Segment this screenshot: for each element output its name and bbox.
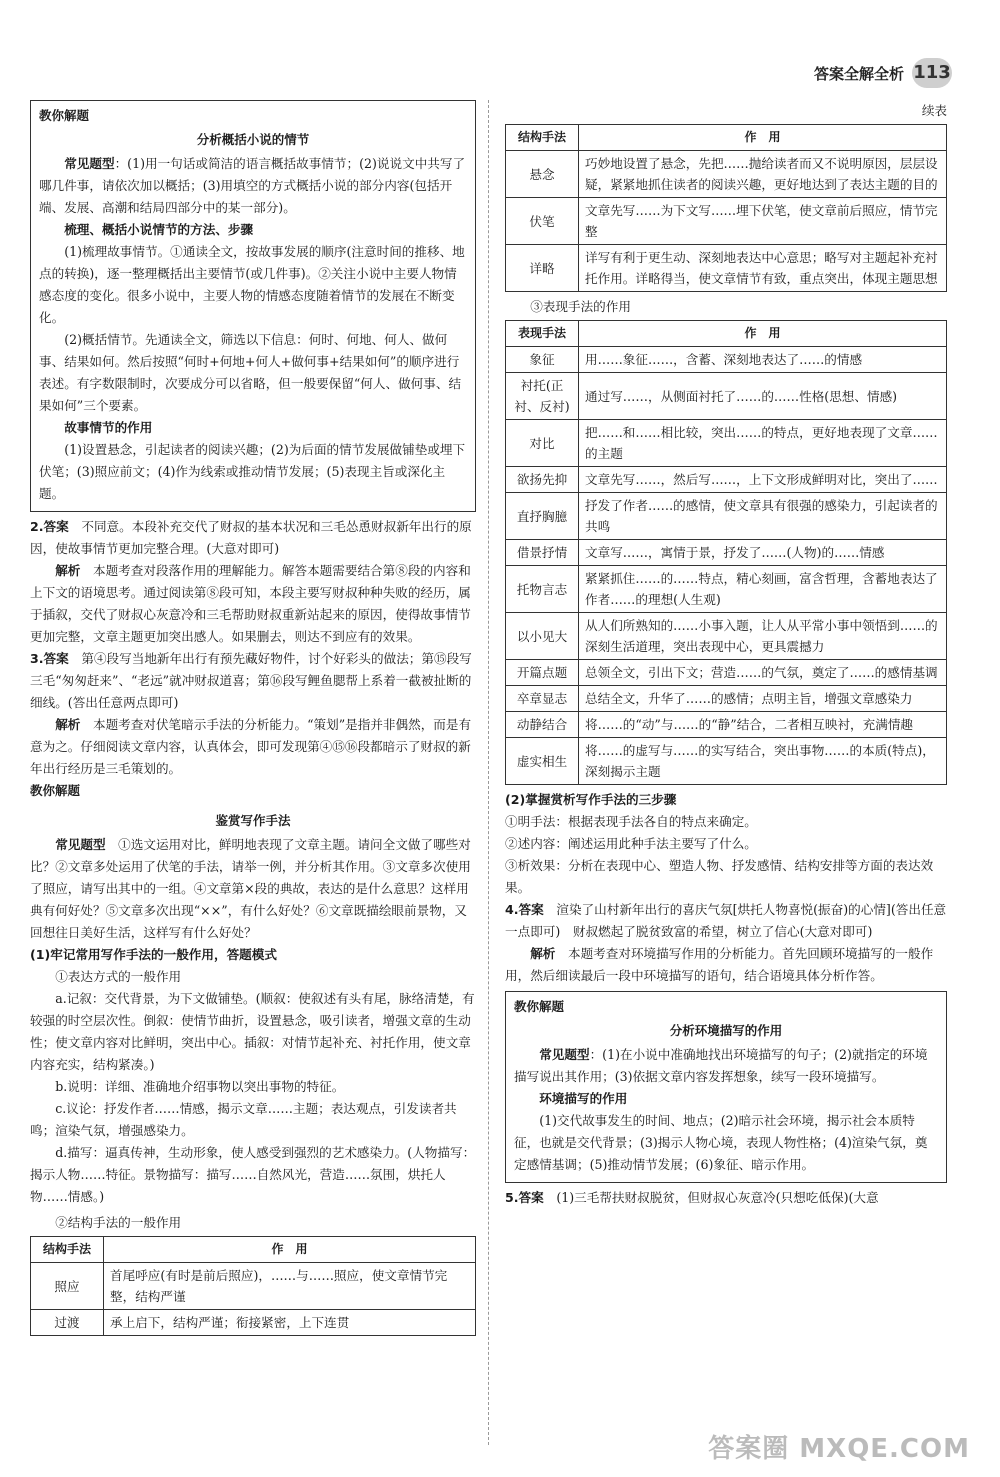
table-cell-key: 直抒胸臆 [506, 493, 579, 540]
column-divider [488, 100, 489, 1445]
table-header: 结构手法 [506, 125, 579, 151]
answer-3: 3.答案 第④段写当地新年出行有预先藏好物件，讨个好彩头的做法；第⑮段写三毛“匆匆赶来”、“老远”就冲财叔道喜；第⑯段写鲤鱼腮帮上系着一截被扯断的细线。(答出任意两点即可) [30, 651, 472, 710]
table-cell-key: 照应 [31, 1263, 104, 1310]
table-header: 作 用 [579, 321, 947, 347]
table-row [506, 151, 947, 198]
question-types: 常见题型 ①选文运用对比，鲜明地表现了文章主题。请问全文做了哪些对比？②文章多处运用了伏笔的手法，请举一例，并分析其作用。③文章多次使用了照应，请写出其中的一组。④文章第×段的典故，表达的是什么意思？这样用典有何好处？⑤文章多次出现“××”，有什么好处？⑥文章既描绘眼前景物，又回想往日美好生活，这样写有什么好处？ [30, 837, 471, 940]
page-header [0, 58, 1000, 98]
table-cell-key: 开篇点题 [506, 660, 579, 686]
table-row [31, 1310, 476, 1336]
table-row [506, 686, 947, 712]
tip-box-plot [30, 100, 476, 512]
left-column [30, 100, 476, 1336]
box-label: 教你解题 [514, 999, 565, 1014]
table-cell-value: 把……和……相比较，突出……的特点，更好地表现了文章……的主题 [579, 420, 947, 467]
section-title: (1)牢记常用写作手法的一般作用，答题模式 [30, 947, 277, 962]
structure-table-continued [505, 124, 947, 292]
question-types: 常见题型：(1)用一句话或简洁的语言概括故事情节；(2)说说文中共写了哪几件事，请依次加以概括；(3)用填空的方式概括小说的部分内容(包括开端、发展、高潮和结局四部分中的某一部分)。 [39, 156, 466, 215]
watermark-logo: 答案圈 MXQE.COM [708, 1434, 970, 1464]
table-cell-value: 从人们所熟知的……小事入题，让人从平常小事中领悟到……的深刻生活道理，突出表现中心，更具震撼力 [579, 613, 947, 660]
table-cell-key: 伏笔 [506, 198, 579, 245]
table-cell-key: 欲扬先抑 [506, 467, 579, 493]
table-header: 结构手法 [31, 1237, 104, 1263]
role-title: 故事情节的作用 [64, 420, 153, 435]
step-2: ②述内容：阐述运用此种手法主要写了什么。 [505, 836, 757, 851]
table-cell-value: 紧紧抓住……的……特点，精心刻画，富含哲理，含蓄地表达了作者……的理想(人生观) [579, 566, 947, 613]
table-row [506, 613, 947, 660]
subsection-title: ①表达方式的一般作用 [55, 969, 182, 984]
table-cell-key: 借景抒情 [506, 540, 579, 566]
table-row [506, 566, 947, 613]
tip-box-environment [505, 991, 947, 1183]
step-1: ①明手法：根据表现手法各自的特点来确定。 [505, 814, 757, 829]
table-header: 作 用 [579, 125, 947, 151]
table-row [506, 373, 947, 420]
table-row [506, 660, 947, 686]
table-cell-key: 以小见大 [506, 613, 579, 660]
header-title: 答案全解全析 [813, 65, 904, 83]
method-1: (1)梳理故事情节。①通读全文，按故事发展的顺序(注意时间的推移、地点的转换)，逐一整理概括出主要情节(或几件事)。②关注小说中主要人物情感态度的变化。很多小说中，主要人物的情感态度随着情节的发展在不断变化。 [39, 244, 465, 325]
box-label: 教你解题 [39, 108, 90, 123]
table-row [31, 1263, 476, 1310]
answer-4: 4.答案 渲染了山村新年出行的喜庆气氛[烘托人物喜悦(振奋)的心情](答出任意一点即可) 财叔燃起了脱贫致富的希望，树立了信心(大意对即可) [505, 902, 947, 939]
role-title: 环境描写的作用 [539, 1091, 628, 1106]
table-cell-key: 衬托(正衬、反衬) [506, 373, 579, 420]
table-cell-value: 将……的虚写与……的实写结合，突出事物……的本质(特点)，深刻揭示主题 [579, 738, 947, 785]
table-row [506, 347, 947, 373]
table-cell-value: 抒发了作者……的感情，使文章具有很强的感染力，引起读者的共鸣 [579, 493, 947, 540]
table-row [506, 198, 947, 245]
table-cell-value: 文章先写……，然后写……，上下文形成鲜明对比，突出了…… [579, 467, 947, 493]
table-cell-key: 托物言志 [506, 566, 579, 613]
table-cell-value: 总领全文，引出下文；营造……的气氛，奠定了……的感情基调 [579, 660, 947, 686]
table-cell-key: 动静结合 [506, 712, 579, 738]
table-cell-value: 巧妙地设置了悬念，先把……抛给读者而又不说明原因，层层设疑，紧紧地抓住读者的阅读兴趣，更好地达到了表达主题的目的 [579, 151, 947, 198]
table-cell-value: 将……的“动”与……的“静”结合，二者相互映衬，充满情趣 [579, 712, 947, 738]
item-a: a.记叙：交代背景，为下文做铺垫。(顺叙：使叙述有头有尾，脉络清楚，有较强的时空层次性。倒叙：使情节曲折，设置悬念，吸引读者，增强文章的生动性；使文章内容对比鲜明，突出中心。插叙：对情节起补充、衬托作用，使文章内容充实，结构紧凑。) [30, 991, 475, 1072]
table-cell-value: 总结全文，升华了……的感情；点明主旨，增强文章感染力 [579, 686, 947, 712]
table-cell-value: 通过写……，从侧面衬托了……的……性格(思想、情感) [579, 373, 947, 420]
table-cell-value: 承上启下，结构严谨；衔接紧密，上下连贯 [104, 1310, 476, 1336]
table-cell-key: 详略 [506, 245, 579, 292]
method-2: (2)概括情节。先通读全文，筛选以下信息：何时、何地、何人、做何事、结果如何。然后按照“何时+何地+何人+做何事+结果如何”的顺序进行表述。有字数限制时，次要成分可以省略，但一般要保留“何人、做何事、结果如何”三个要素。 [39, 332, 462, 413]
subsection-title: ②结构手法的一般作用 [55, 1215, 182, 1230]
table-cell-key: 悬念 [506, 151, 579, 198]
table-row [506, 712, 947, 738]
subsection-title: ③表现手法的作用 [530, 299, 631, 314]
analysis-4: 解析 本题考查对环境描写作用的分析能力。首先回顾环境描写的一般作用，然后细读最后一段中环境描写的语句，结合语境具体分析作答。 [505, 946, 934, 983]
methods-title: 梳理、概括小说情节的方法、步骤 [64, 222, 254, 237]
table-cell-value: 首尾呼应(有时是前后照应)，……与……照应，使文章情节完整，结构严谨 [104, 1263, 476, 1310]
answer-5: 5.答案 (1)三毛帮扶财叔脱贫，但财叔心灰意冷(只想吃低保)(大意 [505, 1190, 879, 1205]
item-c: c.议论：抒发作者……情感，揭示文章……主题；表达观点，引发读者共鸣；渲染气氛，增强感染力。 [30, 1101, 457, 1138]
table-header-row [31, 1237, 476, 1263]
table-header-row [506, 125, 947, 151]
table-cell-value: 文章先写……为下文写……埋下伏笔，使文章前后照应，情节完整 [579, 198, 947, 245]
table-cell-value: 用……象征……，含蓄、深刻地表达了……的情感 [579, 347, 947, 373]
table-row [506, 420, 947, 467]
table-row [506, 493, 947, 540]
role-text: (1)交代故事发生的时间、地点；(2)暗示社会环境，揭示社会本质特征，也就是交代背景；(3)揭示人物心境，表现人物性格；(4)渲染气氛，奠定感情基调；(5)推动情节发展；(6)象征、暗示作用。 [514, 1113, 928, 1172]
section-title: (2)掌握赏析写作手法的三步骤 [505, 792, 677, 807]
item-d: d.描写：逼真传神，生动形象，使人感受到强烈的艺术感染力。(人物描写：揭示人物……特征。景物描写：描写……自然风光，营造……氛围，烘托人物……情感。) [30, 1145, 476, 1204]
box-title: 鉴赏写作手法 [215, 813, 291, 828]
table-row [506, 467, 947, 493]
expression-table [505, 320, 947, 785]
table-cell-key: 过渡 [31, 1310, 104, 1336]
item-b: b.说明：详细、准确地介绍事物以突出事物的特征。 [55, 1079, 345, 1094]
table-cell-key: 卒章显志 [506, 686, 579, 712]
structure-table [30, 1236, 476, 1336]
table-row [506, 738, 947, 785]
table-cell-key: 虚实相生 [506, 738, 579, 785]
step-3: ③析效果：分析在表现中心、塑造人物、抒发感情、结构安排等方面的表达效果。 [505, 858, 934, 895]
continued-label: 续表 [921, 103, 947, 118]
table-header: 作 用 [104, 1237, 476, 1263]
answer-2: 2.答案 不同意。本段补充交代了财叔的基本状况和三毛怂恿财叔新年出行的原因，使故事情节更加完整合理。(大意对即可) [30, 519, 472, 556]
table-cell-value: 文章写……，寓情于景，抒发了……(人物)的……情感 [579, 540, 947, 566]
table-cell-value: 详写有利于更生动、深刻地表达中心意思；略写对主题起补充衬托作用。详略得当，使文章情节有致，重点突出，体现主题思想 [579, 245, 947, 292]
table-header-row [506, 321, 947, 347]
page-number: 113 [912, 58, 952, 88]
table-row [506, 245, 947, 292]
box-label: 教你解题 [30, 783, 81, 798]
question-types: 常见题型：(1)在小说中准确地找出环境描写的句子；(2)就指定的环境描写说出其作用；(3)依据文章内容发挥想象，续写一段环境描写。 [514, 1047, 928, 1084]
tip-section-writing [30, 780, 476, 1336]
box-title: 分析环境描写的作用 [669, 1023, 783, 1038]
table-row [506, 540, 947, 566]
table-cell-key: 象征 [506, 347, 579, 373]
box-title: 分析概括小说的情节 [196, 132, 310, 147]
table-header: 表现手法 [506, 321, 579, 347]
right-column [505, 100, 947, 1209]
analysis-2: 解析 本题考查对段落作用的理解能力。解答本题需要结合第⑧段的内容和上下文的语境思考。通过阅读第⑧段可知，本段主要写财叔种种失败的经历，属于插叙，交代了财叔心灰意冷和三毛帮助财叔重新站起来的原因，使得故事情节更加完整，文章主题更加突出感人。如果删去，则达不到应有的效果。 [30, 563, 471, 644]
role-text: (1)设置悬念，引起读者的阅读兴趣；(2)为后面的情节发展做铺垫或埋下伏笔；(3)照应前文；(4)作为线索或推动情节发展；(5)表现主旨或深化主题。 [39, 442, 466, 501]
analysis-3: 解析 本题考查对伏笔暗示手法的分析能力。“策划”是指并非偶然，而是有意为之。仔细阅读文章内容，认真体会，即可发现第④⑮⑯段都暗示了财叔的新年出行经历是三毛策划的。 [30, 717, 472, 776]
table-cell-key: 对比 [506, 420, 579, 467]
